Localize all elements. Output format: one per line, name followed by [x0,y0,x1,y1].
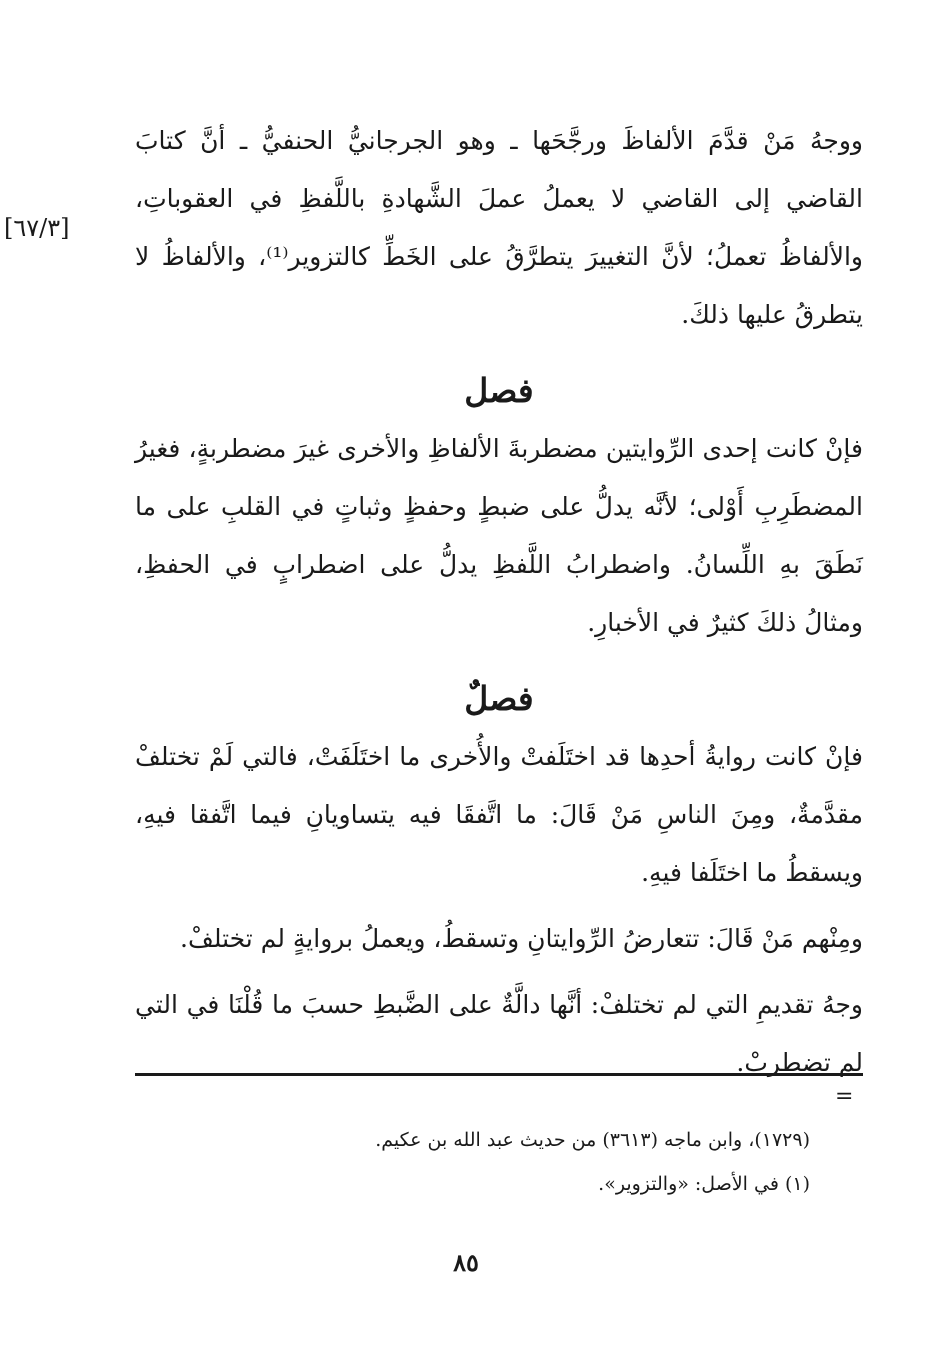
paragraph-section2-a: فإنْ كانت روايةُ أحدِها قد اختَلَفتْ والأُخرى ما اختَلَفَتْ، فالتي لَمْ تختلفْ مقدَّمةٌ، ومِنَ الناسِ مَنْ قَالَ: ما اتَّفقَا فيه يتساويانِ فيما اتَّفقا فيهِ، ويسقطُ ما اختَلَفا فيهِ. [135,742,863,887]
section-heading-1: فصل [464,371,534,410]
main-text [135,112,863,1092]
footnote-continuation: (١٧٢٩)، وابن ماجه (٣٦١٣) من حديث عبد الله بن عكيم. [375,1129,810,1151]
footnote-continuation-marker: = [835,1084,854,1109]
paragraph-intro: ووجهُ مَنْ قدَّمَ الألفاظَ ورجَّحَها ـ وهو الجرجانيُّ الحنفيُّ ـ أنَّ كتابَ القاضي إلى القاضي لا يعملُ عملَ الشَّهادةِ باللَّفظِ في العقوباتِ، والألفاظُ تعملُ؛ لأنَّ التغييرَ يتطرَّقُ على الخَطِّ كالتزوير⁽¹⁾، والألفاظُ لا يتطرقُ عليها ذلكَ. [135,126,863,329]
paragraph-section2-b: ومِنْهم مَنْ قَالَ: تتعارضُ الرِّوايتانِ وتسقطُ، ويعملُ بروايةٍ لم تختلفْ. [180,924,863,953]
margin-note: [٦٧/٣] [4,214,70,242]
page-number: ٨٥ [453,1248,479,1277]
footnote-rule [135,1073,863,1076]
section-heading-2: فصلٌ [464,679,534,718]
paragraph-section1: فإنْ كانت إحدى الرِّوايتين مضطربةَ الألفاظِ والأخرى غيرَ مضطربةٍ، فغيرُ المضطَرِبِ أَوْلى؛ لأنَّه يدلُّ على ضبطٍ وحفظٍ وثباتٍ في القلبِ على ما نَطَقَ بهِ اللِّسانُ. واضطرابُ اللَّفظِ يدلُّ على اضطرابٍ في الحفظِ، ومثالُ ذلكَ كثيرٌ في الأخبارِ. [135,434,863,637]
footnote-1: (١) في الأصل: «والتزوير». [598,1173,810,1195]
paragraph-section2-c: وجهُ تقديمِ التي لم تختلفْ: أنَّها دالَّةٌ على الضَّبطِ حسبَ ما قُلْنَا في التي لم تضطربْ. [135,990,863,1077]
footnotes [330,1118,810,1206]
